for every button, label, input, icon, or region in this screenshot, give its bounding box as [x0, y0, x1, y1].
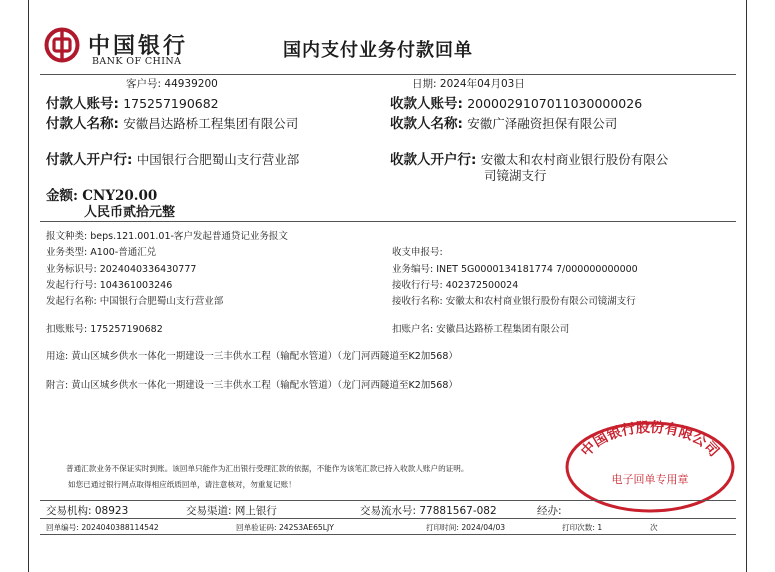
recv-apply-no: 收支申报号:	[392, 247, 443, 258]
bank-logo	[44, 27, 80, 67]
customer-no	[126, 76, 218, 91]
footer-print-time: 打印时间: 2024/04/03	[426, 523, 506, 532]
bank-of-china-logo-icon	[44, 27, 80, 63]
divider	[40, 518, 736, 519]
footer-handler: 经办:	[537, 505, 562, 517]
payer-account: 175257190682	[123, 96, 219, 111]
footer-verify-code: 回单验证码: 242S3AE65LJY	[236, 523, 334, 532]
seal-icon	[562, 418, 738, 516]
payee-name: 安徽广泽融资担保有限公司	[467, 116, 618, 131]
send-bank-no: 发起行行号: 104361003246	[46, 280, 173, 291]
date-value: 2024年04月03日	[439, 78, 525, 90]
payer-bank: 中国银行合肥蜀山支行营业部	[136, 152, 300, 167]
biz-id: 业务标识号: 2024040336430777	[46, 264, 197, 275]
left-border	[28, 0, 29, 572]
payee-name-row	[390, 112, 617, 132]
amount-value: CNY20.00	[82, 188, 158, 204]
payer-bank-label: 付款人开户行:	[46, 152, 133, 168]
remark: 附言: 黄山区城乡供水一体化一期建设一三丰供水工程（输配水管道）（龙门河西隧道至K2加568）	[46, 380, 458, 391]
payer-name-label: 付款人名称:	[46, 116, 119, 132]
payer-account-row	[46, 92, 219, 112]
msg-type: 报文种类: beps.121.001.01-客户发起普通贷记业务报文	[46, 231, 288, 242]
divider	[40, 221, 736, 222]
bank-name-cn: 中国银行	[88, 33, 189, 59]
payer-name: 安徽昌达路桥工程集团有限公司	[123, 116, 299, 131]
footer-print-count: 打印次数: 1	[562, 523, 603, 532]
payer-bank-row	[46, 148, 299, 168]
payer-name-row	[46, 112, 298, 132]
biz-type: 业务类型: A100-普通汇兑	[46, 247, 157, 258]
notice-line2: 如您已通过银行网点取得相应纸质回单，请注意核对，勿重复记账！	[68, 480, 296, 489]
payee-account-row	[390, 92, 642, 112]
payer-account-label: 付款人账号:	[46, 96, 119, 112]
divider	[40, 74, 736, 75]
recv-bank-no: 接收行行号: 402372500024	[392, 280, 519, 291]
date-label: 日期:	[412, 78, 437, 90]
right-border	[746, 0, 747, 572]
divider	[40, 534, 736, 535]
electronic-seal	[562, 418, 738, 520]
bank-name-en: BANK OF CHINA	[92, 56, 182, 67]
payee-name-label: 收款人名称:	[390, 116, 463, 132]
seal-text-top: 中国银行股份有限公司	[578, 419, 722, 460]
amount-words: 人民币贰拾元整	[84, 205, 176, 220]
payee-bank-line2: 司镜湖支行	[484, 168, 547, 183]
debit-account: 扣账账号: 175257190682	[46, 324, 163, 335]
biz-no: 业务编号: INET 5G0000134181774 7/000000000000	[392, 264, 638, 275]
footer-org: 交易机构: 08923	[46, 505, 129, 517]
send-bank-name: 发起行名称: 中国银行合肥蜀山支行营业部	[46, 296, 224, 307]
notice-line1: 普通汇款业务不保证实时到账。该回单只能作为汇出银行受理汇款的依据，不能作为该笔汇款已持入收款人账户的证明。	[66, 464, 469, 473]
footer-receipt-no: 回单编号: 2024040388114542	[46, 523, 159, 532]
customer-no-value: 44939200	[164, 78, 218, 90]
page-title: 国内支付业务付款回单	[283, 40, 473, 61]
divider	[40, 500, 736, 501]
payee-account: 2000029107011030000026	[467, 96, 643, 111]
footer-channel: 交易渠道: 网上银行	[186, 505, 277, 517]
customer-no-label: 客户号:	[126, 78, 162, 90]
payee-bank-label: 收款人开户行:	[390, 152, 477, 168]
payee-bank-row	[390, 148, 668, 168]
footer-print-count-unit: 次	[650, 523, 658, 532]
recv-bank-name: 接收行名称: 安徽太和农村商业银行股份有限公司镜湖支行	[392, 296, 636, 307]
footer-serial: 交易流水号: 77881567-082	[360, 505, 497, 517]
payee-bank-line1: 安徽太和农村商业银行股份有限公	[480, 152, 669, 167]
purpose: 用途: 黄山区城乡供水一体化一期建设一三丰供水工程（输配水管道）（龙门河西隧道至K2加568）	[46, 351, 458, 362]
seal-text-center: 电子回单专用章	[611, 473, 689, 486]
payee-account-label: 收款人账号:	[390, 96, 463, 112]
svg-text:中国银行股份有限公司	[577, 419, 722, 460]
amount-label: 金额:	[46, 188, 78, 204]
date	[412, 76, 525, 91]
debit-name: 扣账户名: 安徽昌达路桥工程集团有限公司	[392, 324, 570, 335]
